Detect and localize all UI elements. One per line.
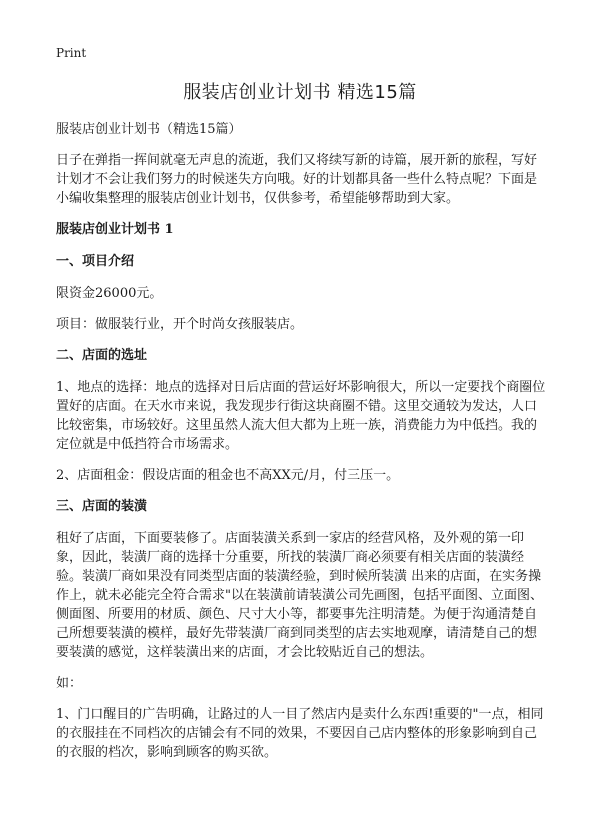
section-title: 服装店创业计划书 1 — [56, 222, 174, 237]
heading-project-intro: 一、项目介绍 — [56, 254, 135, 269]
location-paragraph: 1、地点的选择：地点的选择对日后店面的营运好坏影响很大，所以一定要找个商圈位置好的店面。在天水市来说，我发现步行街这块商圈不错。这里交通较为发达，人口比较密集，市场较好。这里虽然人流大但大都为上班一族，消费能力为中低挡。我的定位就是中低挡符合市场需求。 — [56, 380, 546, 452]
document-body — [56, 120, 546, 774]
page-title: 服装店创业计划书 精选15篇 — [183, 82, 417, 103]
intro-paragraph: 日子在弹指一挥间就毫无声息的流逝，我们又将续写新的诗篇，展开新的旅程，写好计划才不会让我们努力的时候迷失方向哦。好的计划都具备一些什么特点呢？下面是小编收集整理的服装店创业计划书，仅供参考，希望能够帮助到大家。 — [56, 153, 538, 206]
document-subtitle: 服装店创业计划书（精选15篇） — [56, 122, 242, 137]
project-paragraph: 项目：做服装行业，开个时尚女孩服装店。 — [56, 317, 304, 332]
heading-decoration: 三、店面的装潢 — [56, 499, 148, 514]
example-label: 如： — [56, 676, 83, 691]
decoration-paragraph: 租好了店面，下面要装修了。店面装潢关系到一家店的经营风格，及外观的第一印象，因此，装潢厂商的选择十分重要，所找的装潢厂商必须要有相关店面的装潢经验。装潢厂商如果没有同类型店面的装潢经验，到时候所装潢 出来的店面，在实务操作上，就未必能完全符合需求"以在装潢前请装潢公司先画图，包括平面图、立面图、侧面图、所要用的材质、颜色、尺寸大小等，都要事先注明清楚。为便于沟通清楚自己所想要装潢的模样，最好先带装潢厂商到同类型的店去实地观摩，请清楚自己的想要装潢的感觉，这样装潢出来的店面，才会比较贴近自己的想法。 — [56, 531, 543, 660]
capital-paragraph: 限资金26000元。 — [56, 286, 163, 301]
heading-location: 二、店面的选址 — [56, 348, 148, 363]
signage-paragraph: 1、门口醒目的广告明确，让路过的人一目了然店内是卖什么东西!重要的"一点，相同的衣服挂在不同档次的店铺会有不同的效果，不要因自己店内整体的形象影响到自己的衣服的档次，影响到顾客的购买欲。 — [56, 707, 544, 760]
print-link[interactable]: Print — [56, 46, 87, 60]
rent-paragraph: 2、店面租金：假设店面的租金也不高XX元/月，付三压一。 — [56, 468, 400, 483]
